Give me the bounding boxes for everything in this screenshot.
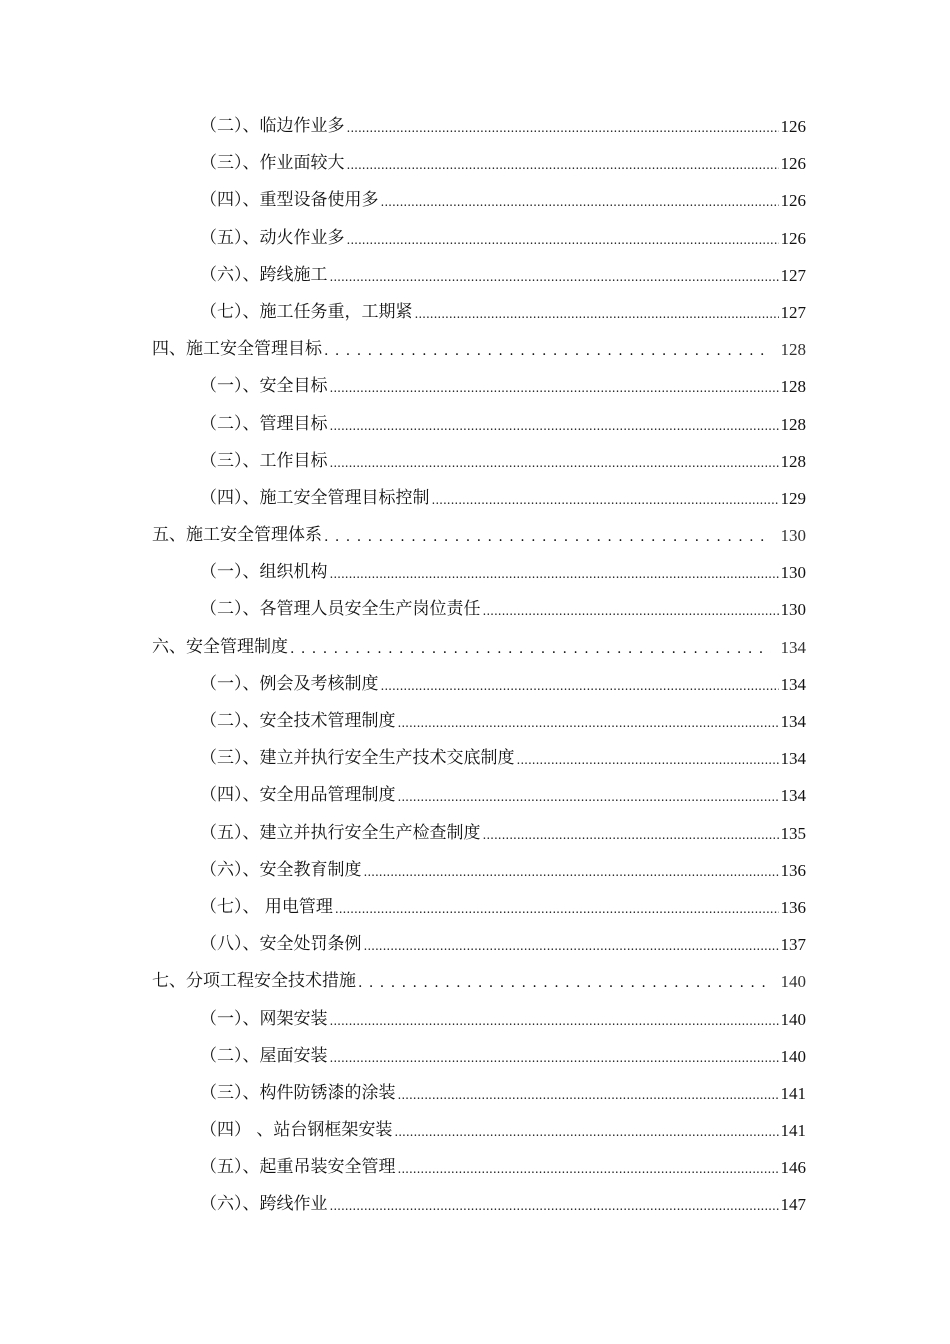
toc-section-entry[interactable] [0, 629, 806, 666]
toc-entry-page-number: 134 [780, 712, 806, 731]
toc-entry-title: （六）、安全教育制度 [200, 859, 362, 880]
toc-subsection-entry[interactable] [0, 480, 806, 517]
toc-dot-leader [517, 740, 779, 777]
toc-entry-page-number: 130 [780, 526, 806, 546]
toc-entry-title: （五）、起重吊装安全管理 [200, 1157, 396, 1178]
toc-entry-title: （一）、组织机构 [200, 562, 328, 583]
toc-dot-leader [381, 666, 779, 703]
toc-subsection-entry[interactable] [0, 220, 806, 257]
toc-entry-title: （一）、网架安装 [200, 1008, 328, 1029]
toc-subsection-entry[interactable] [0, 1149, 806, 1186]
toc-dot-leader [483, 815, 779, 852]
toc-entry-page-number: 128 [780, 414, 806, 434]
toc-entry-page-number: 135 [780, 823, 806, 843]
toc-entry-title: （二）、安全技术管理制度 [200, 711, 396, 731]
toc-entry-page-number: 141 [780, 1083, 806, 1103]
toc-entry-title: （七）、施工任务重，工期紧 [200, 301, 413, 322]
toc-entry-title: （二）、管理目标 [200, 413, 328, 434]
toc-dot-leader [324, 517, 771, 554]
toc-dot-leader [330, 368, 779, 405]
toc-subsection-entry[interactable] [0, 145, 806, 182]
toc-subsection-entry[interactable] [0, 591, 806, 628]
toc-entry-title: （二）、临边作业多 [200, 116, 345, 136]
toc-dot-leader [394, 1112, 778, 1149]
toc-subsection-entry[interactable] [0, 1075, 806, 1112]
toc-entry-page-number: 129 [780, 488, 806, 508]
toc-entry-title: （六）、跨线施工 [200, 264, 328, 285]
toc-entry-page-number: 126 [780, 191, 806, 211]
toc-dot-leader [330, 443, 779, 480]
toc-entry-title: （一）、安全目标 [200, 376, 328, 397]
toc-entry-title: （五）、动火作业多 [200, 227, 345, 248]
toc-entry-page-number: 130 [780, 600, 806, 620]
toc-subsection-entry[interactable] [0, 703, 806, 740]
toc-entry-title: （三）、作业面较大 [200, 153, 345, 174]
toc-dot-leader [330, 406, 779, 443]
toc-entry-page-number: 127 [780, 265, 806, 285]
toc-entry-title: （四）、施工安全管理目标控制 [200, 487, 430, 508]
toc-subsection-entry[interactable] [0, 406, 806, 443]
toc-entry-page-number: 134 [780, 786, 806, 806]
toc-entry-title: （三）、工作目标 [200, 450, 328, 471]
toc-entry-page-number: 126 [780, 117, 806, 136]
toc-dot-leader [335, 889, 779, 926]
toc-entry-title: 七、分项工程安全技术措施 [152, 971, 356, 992]
toc-entry-page-number: 140 [780, 972, 806, 992]
toc-dot-leader [381, 182, 779, 219]
toc-dot-leader [347, 108, 779, 145]
toc-entry-page-number: 134 [780, 749, 806, 769]
toc-dot-leader [432, 480, 779, 517]
toc-entry-title: （五）、建立并执行安全生产检查制度 [200, 822, 481, 843]
toc-entry-page-number: 137 [780, 935, 806, 955]
toc-dot-leader [330, 257, 779, 294]
toc-dot-leader [358, 963, 771, 1000]
toc-dot-leader [415, 294, 779, 331]
toc-entry-page-number: 146 [780, 1158, 806, 1178]
toc-entry-page-number: 136 [780, 860, 806, 880]
toc-entry-title: （四）、安全用品管理制度 [200, 785, 396, 806]
toc-subsection-entry[interactable] [0, 294, 806, 331]
toc-dot-leader [290, 629, 771, 666]
toc-subsection-entry[interactable] [0, 1186, 806, 1223]
toc-entry-page-number: 140 [780, 1046, 806, 1066]
toc-subsection-entry[interactable] [0, 852, 806, 889]
toc-subsection-entry[interactable] [0, 1038, 806, 1075]
toc-dot-leader [347, 145, 779, 182]
toc-subsection-entry[interactable] [0, 815, 806, 852]
toc-dot-leader [324, 331, 771, 368]
toc-entry-title: （二）、屋面安装 [200, 1045, 328, 1066]
toc-dot-leader [483, 591, 779, 628]
toc-entry-title: （四） 、站台钢框架安装 [200, 1120, 393, 1141]
toc-entry-page-number: 126 [780, 228, 806, 248]
toc-subsection-entry[interactable] [0, 368, 806, 405]
toc-subsection-entry[interactable] [0, 1112, 806, 1149]
table-of-contents [0, 108, 950, 1224]
toc-subsection-entry[interactable] [0, 777, 806, 814]
toc-entry-page-number: 141 [780, 1121, 806, 1141]
toc-dot-leader [398, 703, 779, 740]
toc-entry-page-number: 128 [780, 451, 806, 471]
toc-entry-title: （一）、例会及考核制度 [200, 673, 379, 694]
toc-dot-leader [347, 220, 779, 257]
toc-section-entry[interactable] [0, 517, 806, 554]
toc-entry-page-number: 128 [780, 377, 806, 397]
toc-entry-page-number: 136 [780, 897, 806, 917]
toc-dot-leader [398, 777, 779, 814]
toc-subsection-entry[interactable] [0, 257, 806, 294]
toc-entry-page-number: 140 [780, 1009, 806, 1029]
toc-entry-title: （四）、重型设备使用多 [200, 190, 379, 211]
toc-subsection-entry[interactable] [0, 926, 806, 963]
toc-entry-page-number: 126 [780, 154, 806, 174]
toc-dot-leader [364, 852, 779, 889]
toc-subsection-entry[interactable] [0, 889, 806, 926]
toc-entry-page-number: 134 [780, 674, 806, 694]
toc-dot-leader [398, 1149, 779, 1186]
toc-dot-leader [330, 554, 779, 591]
toc-dot-leader [330, 1001, 779, 1038]
toc-entry-title: （三）、建立并执行安全生产技术交底制度 [200, 748, 515, 769]
toc-entry-title: （三）、构件防锈漆的涂装 [200, 1082, 396, 1103]
toc-subsection-entry[interactable] [0, 740, 806, 777]
toc-entry-title: （二）、各管理人员安全生产岗位责任 [200, 599, 481, 620]
toc-entry-title: （八）、安全处罚条例 [200, 934, 362, 955]
toc-subsection-entry[interactable] [0, 108, 806, 145]
toc-dot-leader [364, 926, 779, 963]
toc-subsection-entry[interactable] [0, 443, 806, 480]
toc-entry-page-number: 128 [780, 340, 806, 360]
toc-subsection-entry[interactable] [0, 666, 806, 703]
toc-subsection-entry[interactable] [0, 182, 806, 219]
toc-dot-leader [398, 1075, 779, 1112]
toc-entry-page-number: 147 [780, 1195, 806, 1215]
toc-entry-page-number: 134 [780, 637, 806, 657]
toc-section-entry[interactable] [0, 963, 806, 1000]
toc-entry-title: （七）、 用电管理 [200, 896, 333, 917]
toc-entry-title: 六、安全管理制度 [152, 636, 288, 657]
toc-dot-leader [330, 1038, 779, 1075]
toc-entry-title: 五、施工安全管理体系 [152, 525, 322, 546]
toc-entry-page-number: 130 [780, 563, 806, 583]
toc-entry-title: 四、施工安全管理目标 [152, 339, 322, 360]
toc-subsection-entry[interactable] [0, 1001, 806, 1038]
toc-section-entry[interactable] [0, 331, 806, 368]
toc-dot-leader [330, 1186, 779, 1223]
toc-subsection-entry[interactable] [0, 554, 806, 591]
toc-entry-title: （六）、跨线作业 [200, 1194, 328, 1215]
toc-entry-page-number: 127 [780, 302, 806, 322]
